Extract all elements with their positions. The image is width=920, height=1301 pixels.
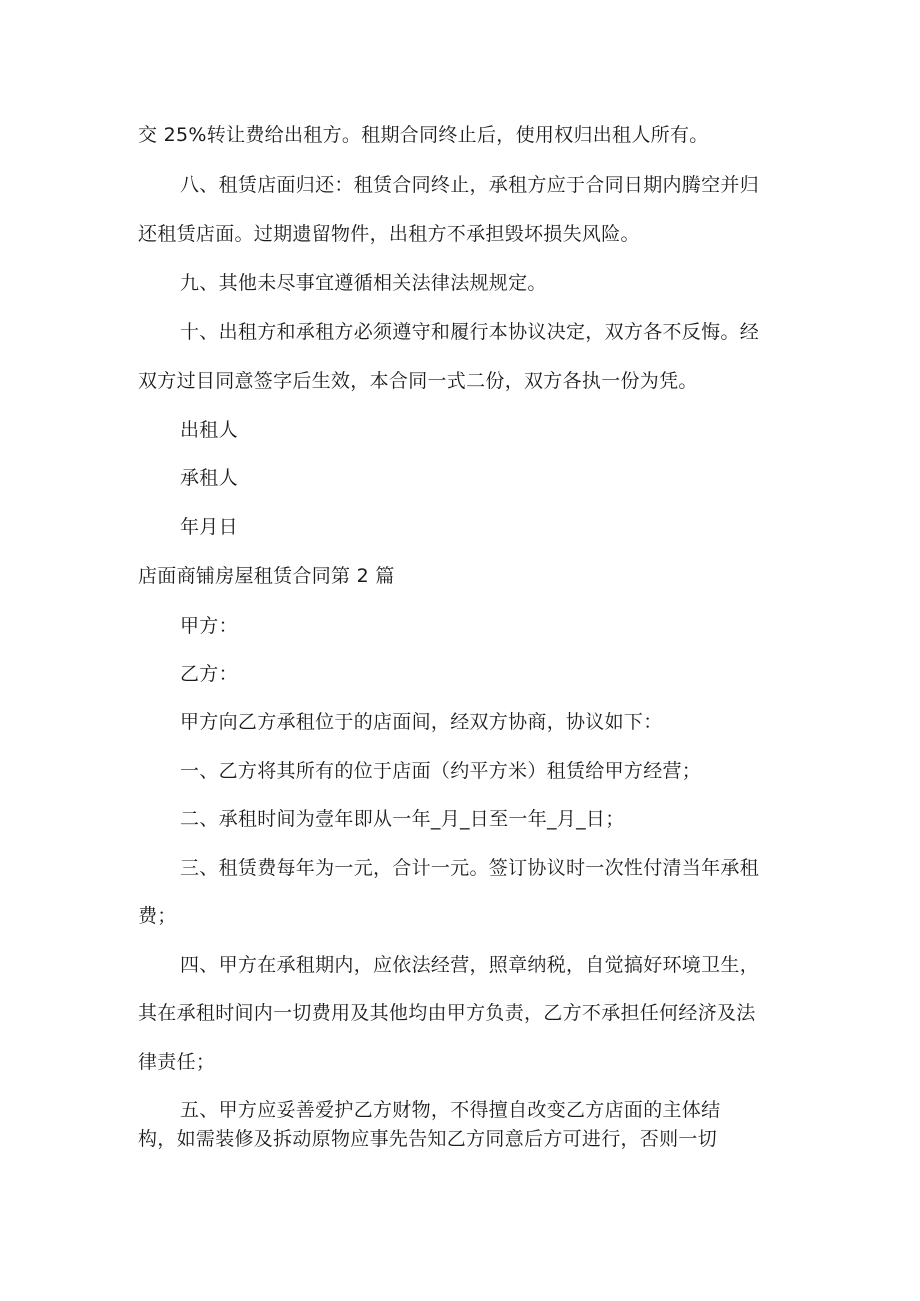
text-line: 甲方向乙方承租位于的店面间，经双方协商，协议如下： [180,711,663,733]
text-line: 九、其他未尽事宜遵循相关法律法规规定。 [180,272,547,294]
text-line: 其在承租时间内一切费用及其他均由甲方负责，乙方不承担任何经济及法 [138,1002,756,1024]
text-line: 五、甲方应妥善爱护乙方财物，不得擅自改变乙方店面的主体结 [180,1099,721,1121]
signature-lessor-label: 出租人 [180,419,238,441]
text-line: 费； [138,905,177,927]
date-label: 年月日 [180,516,238,538]
text-line: 一、乙方将其所有的位于店面（约平方米）租赁给甲方经营； [180,760,702,782]
party-a-label: 甲方： [180,615,238,637]
text-line: 律责任； [138,1051,216,1073]
text-line: 四、甲方在承租期内，应依法经营，照章纳税，自觉搞好环境卫生， [180,954,760,976]
text-line: 还租赁店面。过期遗留物件，出租方不承担毁坏损失风险。 [138,223,640,245]
party-b-label: 乙方： [180,663,238,685]
text-line: 三、租赁费每年为一元，合计一元。签订协议时一次性付清当年承租 [180,857,760,879]
section-title: 店面商铺房屋租赁合同第 2 篇 [138,565,395,587]
text-line: 交 25%转让费给出租方。租期合同终止后，使用权归出租人所有。 [138,124,709,146]
signature-lessee-label: 承租人 [180,467,238,489]
text-line: 十、出租方和承租方必须遵守和履行本协议决定，双方各不反悔。经 [180,321,760,343]
text-line: 二、承租时间为壹年即从一年_月_日至一年_月_日； [180,808,625,830]
text-line: 构，如需装修及拆动原物应事先告知乙方同意后方可进行，否则一切 [138,1128,718,1150]
text-line: 双方过目同意签字后生效，本合同一式二份，双方各执一份为凭。 [138,370,698,392]
text-line: 八、租赁店面归还：租赁合同终止，承租方应于合同日期内腾空并归 [180,174,760,196]
